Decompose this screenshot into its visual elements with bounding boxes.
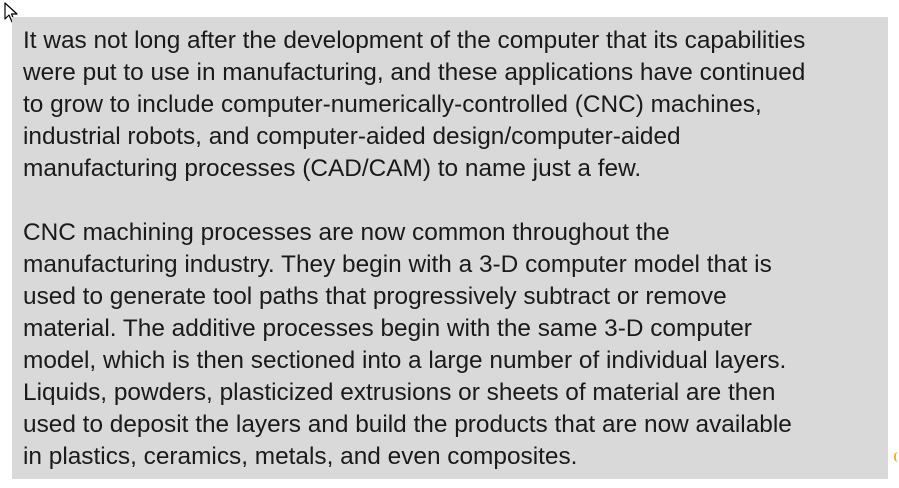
clipped-previous-line	[0, 0, 899, 8]
paragraph-1: It was not long after the development of the computer that its capabilities were put to use in manufacturing, and these applications have continued to grow to include computer-numerically-controlled (CNC) machines, industrial robots, and computer-aided design/computer-aided manufacturing processes (CAD/CAM) to name just a few.	[23, 27, 806, 182]
edge-marker	[894, 452, 899, 462]
text-panel	[12, 17, 888, 479]
paragraph-2: CNC machining processes are now common throughout the manufacturing industry. They begin with a 3-D computer model that is used to generate tool paths that progressively subtract or remove material. The additive processes begin with the same 3-D computer model, which is then sectioned into a large number of individual layers. Liquids, powders, plasticized extrusions or sheets of material are then used to deposit the layers and build the products that are now available in plastics, ceramics, metals, and even composites.	[23, 219, 792, 470]
